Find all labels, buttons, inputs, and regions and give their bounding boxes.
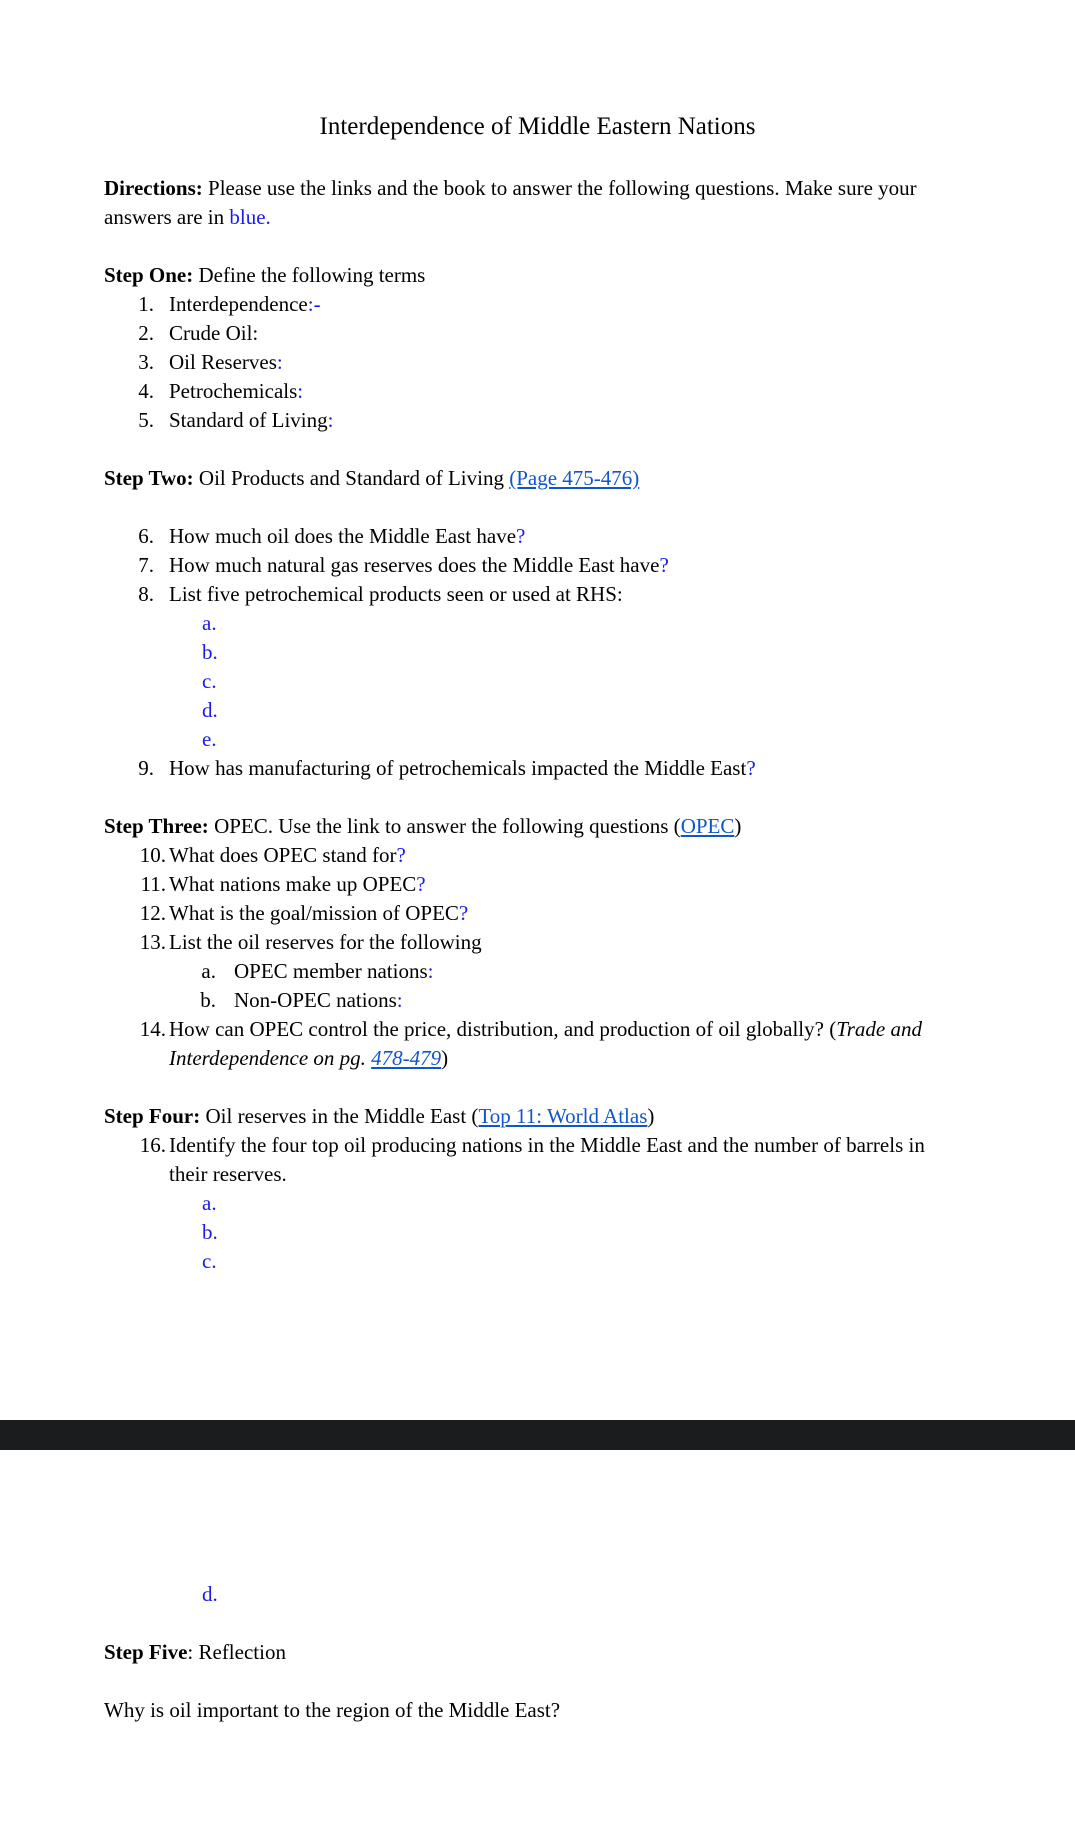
page-break-divider [0,1420,1075,1450]
answer-letter: d. [202,1582,218,1606]
answer-letter: e. [202,727,217,751]
question-number: 10. [139,843,166,867]
directions-line-2 [104,203,271,232]
step-five-label: Step Five [104,1640,188,1664]
question-text: List five petrochemical products seen or used at RHS: [169,582,623,606]
opec-link[interactable]: OPEC [680,814,735,838]
answer-letter: a. [202,1191,217,1215]
sub-question-letter: b. [200,988,216,1012]
pages-478-479-link[interactable]: 478-479 [371,1046,442,1070]
question-number: 7. [138,553,154,577]
term-text: Interdependence:- [169,292,321,316]
term-number: 5. [138,408,154,432]
question-text: Identify the four top oil producing nations in the Middle East and the number of barrels in [169,1133,925,1157]
question-text: What is the goal/mission of OPEC? [169,901,469,925]
question-text: What does OPEC stand for? [169,843,406,867]
question-number: 11. [140,872,166,896]
term-number: 3. [138,350,154,374]
step-three-label: Step Three: [104,814,209,838]
step-two-label: Step Two: [104,466,194,490]
step-one-label: Step One: [104,263,194,287]
question-text: How much oil does the Middle East have? [169,524,526,548]
term-text: Crude Oil: [169,321,259,345]
step-three-heading: Step Three: OPEC. Use the link to answer the following questions (OPEC) [104,814,742,838]
step-five-text: : Reflection [187,1640,286,1664]
sub-question-text: OPEC member nations: [234,959,434,983]
question-text: How has manufacturing of petrochemicals impacted the Middle East? [169,756,756,780]
question-text: What nations make up OPEC? [169,872,426,896]
directions-blue-word: blue. [229,205,271,229]
step-four-text: Oil reserves in the Middle East ( [200,1104,479,1128]
answer-letter: a. [202,611,217,635]
step-four-heading: Step Four: Oil reserves in the Middle East (Top 11: World Atlas) [104,1104,655,1128]
question-14-continued: Interdependence on pg. 478-479) [169,1046,449,1070]
question-number: 8. [138,582,154,606]
question-text: List the oil reserves for the following [169,930,482,954]
term-number: 1. [138,292,154,316]
question-number: 14. [139,1017,166,1041]
document-page-2 [0,1450,1075,1846]
answer-letter: c. [202,669,217,693]
directions-text-2: answers are in [104,205,230,229]
step-two-text: Oil Products and Standard of Living [193,466,510,490]
page-title: Interdependence of Middle Eastern Nations [319,113,756,140]
directions-text: Please use the links and the book to answer the following questions. Make sure your [202,176,917,200]
answer-letter: b. [202,1220,218,1244]
answer-letter: d. [202,698,218,722]
question-number: 6. [138,524,154,548]
term-text: Oil Reserves: [169,350,283,374]
step-two-heading [104,464,639,493]
question-text: How much natural gas reserves does the Middle East have? [169,553,669,577]
directions-label: Directions: [104,176,203,200]
step-one-text: Define the following terms [193,263,426,287]
step-three-text: OPEC. Use the link to answer the following questions ( [208,814,681,838]
page-475-476-link[interactable]: (Page 475-476) [509,466,640,490]
step-one-heading [104,261,425,290]
question-number: 13. [139,930,166,954]
term-number: 4. [138,379,154,403]
sub-question-text: Non-OPEC nations: [234,988,403,1012]
step-four-label: Step Four: [104,1104,201,1128]
term-text: Petrochemicals: [169,379,304,403]
reflection-question: Why is oil important to the region of the Middle East? [104,1698,561,1722]
directions-line-1 [104,174,917,203]
term-number: 2. [138,321,154,345]
question-number: 16. [139,1133,166,1157]
world-atlas-link[interactable]: Top 11: World Atlas [478,1104,648,1128]
question-number: 9. [138,756,154,780]
term-text: Standard of Living: [169,408,334,432]
question-16-continued: their reserves. [169,1162,287,1186]
sub-question-letter: a. [201,959,216,983]
question-number: 12. [139,901,166,925]
question-text: How can OPEC control the price, distribution, and production of oil globally? (Trade and [169,1017,922,1041]
answer-letter: b. [202,640,218,664]
answer-letter: c. [202,1249,217,1273]
step-five-heading [104,1638,286,1667]
